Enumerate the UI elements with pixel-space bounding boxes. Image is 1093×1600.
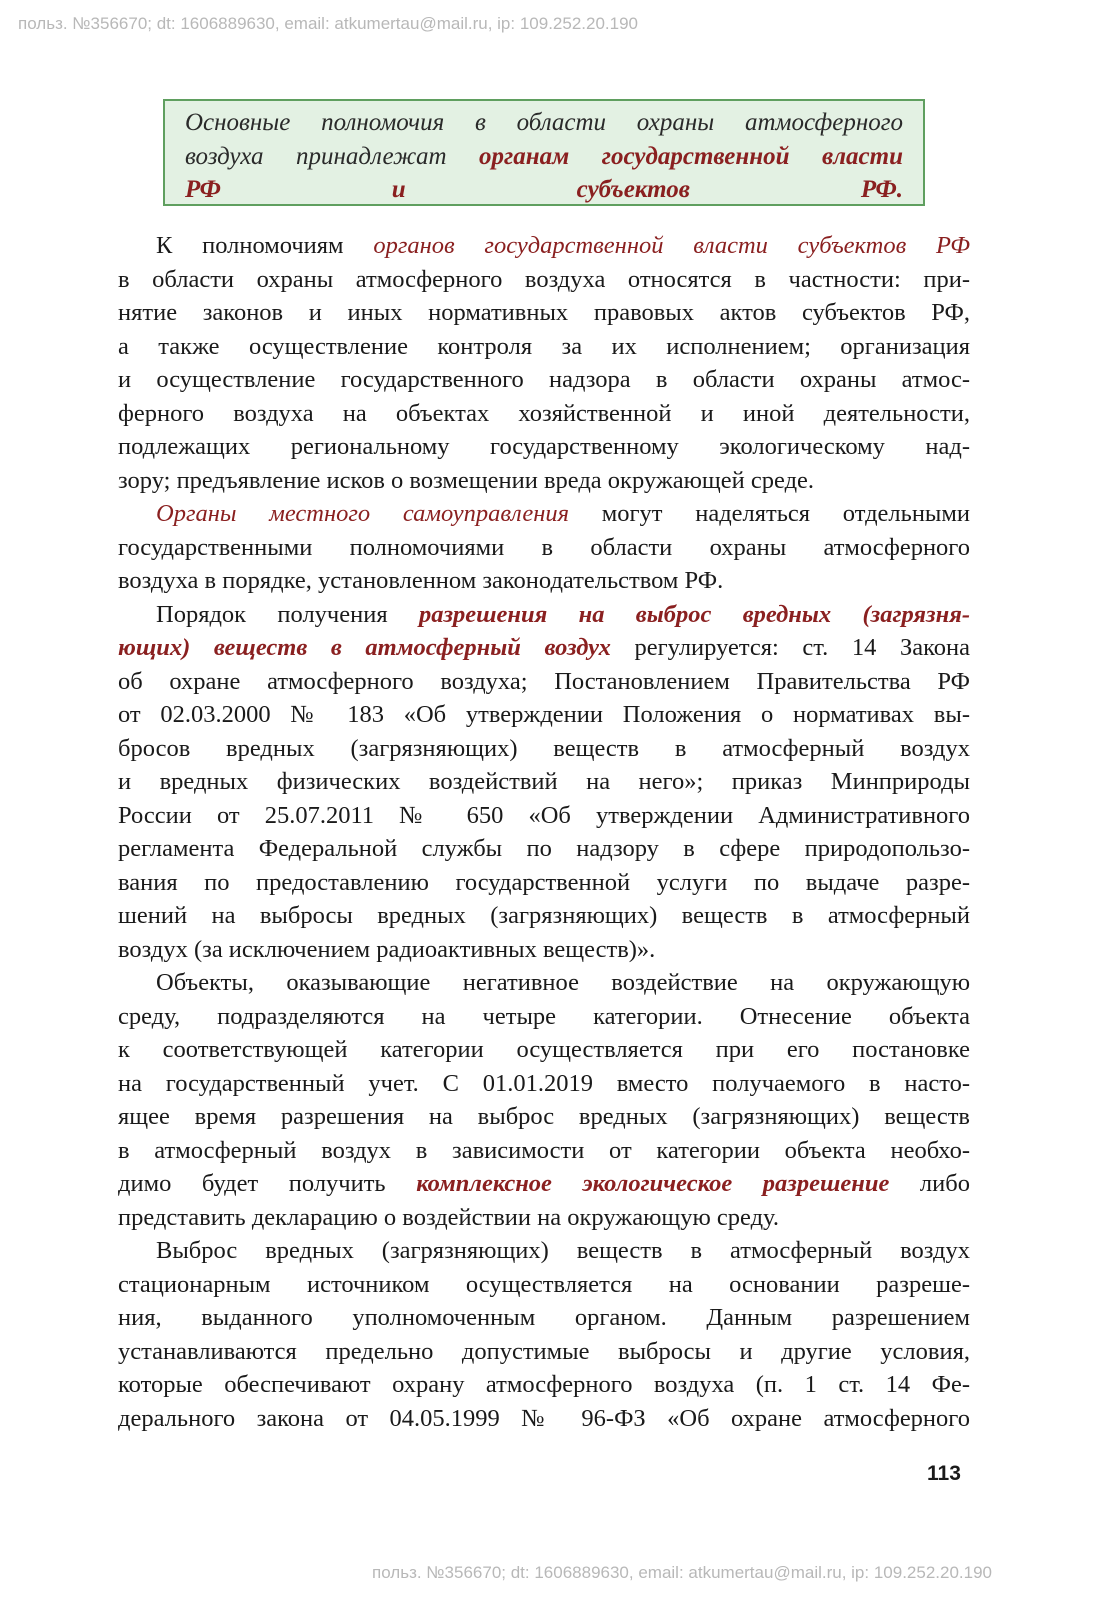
text-line: государственными полномочиями в области охраны атмосферного (118, 533, 970, 561)
callout-period: . (896, 176, 903, 203)
text-line: дерального закона от 04.05.1999 № 96-ФЗ «Об охране атмосферного (118, 1404, 970, 1432)
text-line: и вредных физических воздействий на него»; приказ Минприроды (118, 768, 970, 795)
text-line: об охране атмосферного воздуха; Постановлением Правительства РФ (118, 667, 970, 695)
text-line: ферного воздуха на объектах хозяйственной и иной деятельности, (118, 399, 970, 427)
text-line: Выброс вредных (загрязняющих) веществ в атмосферный воздух (156, 1237, 970, 1264)
text-line (118, 1167, 970, 1201)
text-line (118, 497, 970, 531)
text-line (118, 229, 970, 263)
emphasis-term: комплексное экологическое разрешение (416, 1170, 890, 1197)
text-line: и осуществление государственного надзора в области охраны атмос- (118, 366, 970, 393)
callout-line-3 (185, 173, 903, 207)
watermark-top: польз. №356670; dt: 1606889630, email: atkumertau@mail.ru, ip: 109.252.20.190 (18, 14, 639, 33)
text-line: Объекты, оказывающие негативное воздействие на окружающую (156, 969, 970, 996)
callout-box (163, 99, 925, 206)
text-line: от 02.03.2000 № 183 «Об утверждении Положения о нормативах вы- (118, 701, 970, 728)
body-text (118, 229, 970, 1435)
text-line: регламента Федеральной службы по надзору в сфере природопользо- (118, 835, 970, 862)
paragraph-5 (118, 1234, 970, 1435)
text-line: нятие законов и иных нормативных правовых актов субъектов РФ, (118, 299, 970, 326)
text-line: к соответствующей категории осуществляется при его постановке (118, 1036, 970, 1063)
emphasis-term: Органы местного самоуправления (156, 500, 570, 527)
text-line: в атмосферный воздух в зависимости от категории объекта необхо- (118, 1136, 970, 1164)
paragraph-2 (118, 497, 970, 598)
text-span: могут наделяться отдельными (569, 500, 971, 527)
text-line: а также осуществление контроля за их исполнением; организация (118, 332, 970, 360)
text-line: вания по предоставлению государственной услуги по выдаче разре- (118, 868, 970, 896)
text-line: бросов вредных (загрязняющих) веществ в атмосферный воздух (118, 734, 970, 762)
emphasis-term: разрешения на выброс вредных (загрязня- (418, 600, 970, 628)
callout-emphasis: РФ и субъектов РФ (185, 176, 897, 203)
text-line: воздух (за исключением радиоактивных веществ)». (118, 935, 656, 963)
text-line: которые обеспечивают охрану атмосферного воздуха (п. 1 ст. 14 Фе- (118, 1371, 970, 1398)
callout-emphasis: органам государственной власти (479, 142, 903, 170)
text-line: воздуха в порядке, установленном законодательством РФ. (118, 567, 724, 594)
text-line: ния, выданного уполномоченным органом. Данным разрешением (118, 1304, 970, 1331)
text-line: России от 25.07.2011 № 650 «Об утверждении Административного (118, 801, 970, 829)
text-span: димо будет получить (118, 1170, 417, 1197)
text-line (118, 598, 970, 632)
text-span: регулируется: ст. 14 Закона (610, 634, 971, 661)
paragraph-3 (118, 598, 970, 967)
text-line: в области охраны атмосферного воздуха относятся в частности: при- (118, 265, 970, 293)
text-line: стационарным источником осуществляется на основании разреше- (118, 1270, 970, 1298)
page-number: 113 (927, 1462, 961, 1485)
text-line: на государственный учет. С 01.01.2019 вместо получаемого в насто- (118, 1069, 970, 1097)
emphasis-term: органов государственной власти субъектов РФ (373, 232, 970, 259)
callout-line-1: Основные полномочия в области охраны атмосферного (185, 109, 903, 136)
text-line: ящее время разрешения на выброс вредных (загрязняющих) веществ (118, 1103, 970, 1130)
text-line: зору; предъявление исков о возмещении вреда окружающей среде. (118, 466, 815, 494)
text-span: Порядок получения (156, 600, 419, 628)
callout-text: воздуха принадлежат (185, 142, 480, 170)
text-line: подлежащих региональному государственному экологическому над- (118, 433, 970, 460)
text-line: представить декларацию о воздействии на окружающую среду. (118, 1203, 779, 1231)
text-span: либо (889, 1170, 970, 1197)
text-line: среду, подразделяются на четыре категории. Отнесение объекта (118, 1002, 970, 1030)
paragraph-1 (118, 229, 970, 497)
watermark-bottom: польз. №356670; dt: 1606889630, email: atkumertau@mail.ru, ip: 109.252.20.190 (372, 1563, 993, 1582)
emphasis-term: ющих) веществ в атмосферный воздух (118, 634, 611, 661)
text-line (118, 631, 970, 665)
text-line: шений на выбросы вредных (загрязняющих) веществ в атмосферный (118, 902, 970, 929)
text-span: К полномочиям (156, 232, 374, 259)
paragraph-4 (118, 966, 970, 1234)
callout-line-2 (185, 140, 903, 174)
text-line: устанавливаются предельно допустимые выбросы и другие условия, (118, 1337, 970, 1365)
